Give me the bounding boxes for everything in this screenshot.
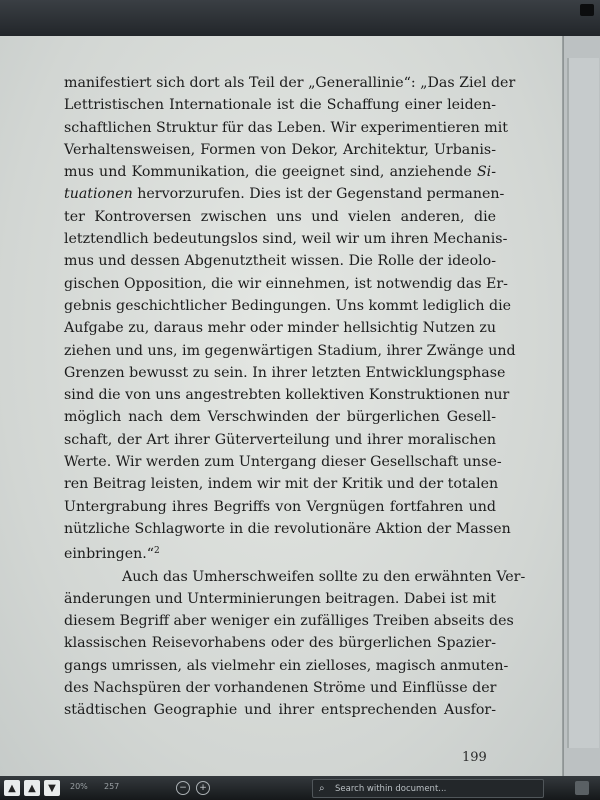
text-line: Auch das Umherschweifen sollte zu den erwähnten Ver-	[122, 568, 526, 585]
text-line: Grenzen bewusst zu sein. In ihrer letzten Entwicklungsphase	[64, 364, 506, 381]
window-corner-button[interactable]	[580, 4, 594, 16]
text-line: Aufgabe zu, daraus mehr oder minder hellsichtig Nutzen zu	[64, 320, 496, 337]
text-line: ren Beitrag leisten, indem wir mit der Kritik und der totalen	[64, 476, 499, 493]
next-page-button[interactable]	[44, 780, 60, 796]
text-line	[64, 161, 496, 183]
page-field[interactable]: 257	[104, 782, 120, 791]
text-line: klassischen Reisevorhabens oder des bürgerlichen Spazier-	[64, 635, 496, 652]
text-line: Werte. Wir werden zum Untergang dieser Gesellschaft unse-	[64, 454, 502, 471]
previous-page-button[interactable]	[24, 780, 40, 796]
italic-term: tuationen	[64, 186, 133, 203]
text-line: städtischen Geographie und ihrer entsprechenden Ausfor-	[64, 702, 496, 719]
text-line: möglich nach dem Verschwinden der bürgerlichen Gesell-	[64, 409, 496, 426]
text-line: schaftlichen Struktur für das Leben. Wir experimentieren mit	[64, 119, 509, 136]
zoom-in-button[interactable]	[196, 781, 210, 795]
text-line: ziehen und uns, im gegenwärtigen Stadium, ihrer Zwänge und	[64, 342, 516, 359]
text-line: gischen Opposition, die wir einnehmen, ist notwendig das Er-	[64, 275, 508, 292]
search-input[interactable]	[331, 784, 543, 794]
book-text	[64, 72, 526, 722]
text-line: Untergrabung ihres Begriffs von Vergnügen fortfahren und	[64, 498, 496, 515]
page-number: 199	[462, 750, 487, 765]
search-box[interactable]	[312, 779, 544, 798]
text-line: gangs umrissen, als vielmehr ein zielloses, magisch anmuten-	[64, 657, 509, 674]
first-page-button[interactable]	[4, 780, 20, 796]
text-line: sind die von uns angestrebten kollektiven Konstruktionen nur	[64, 387, 510, 404]
toolbar-menu-button[interactable]	[575, 781, 589, 795]
text-line: schaft, der Art ihrer Güterverteilung und ihrer moralischen	[64, 431, 496, 448]
text-line: ter Kontroversen zwischen uns und vielen anderen, die	[64, 208, 496, 225]
text-line	[64, 183, 505, 205]
bottom-toolbar	[0, 776, 600, 800]
vertical-scrollbar[interactable]	[563, 36, 600, 776]
down-arrow-icon: ▼	[48, 782, 56, 794]
minus-icon: −	[179, 783, 187, 793]
search-icon: ⌕	[319, 783, 325, 794]
text-line: letztendlich bedeutungslos sind, weil wir um ihren Mechanis-	[64, 231, 508, 248]
up-arrow-icon: ▲	[8, 782, 16, 794]
text-line: Lettristischen Internationale ist die Schaffung einer leiden-	[64, 97, 496, 114]
footnote-reference[interactable]: 2	[154, 546, 160, 557]
document-page	[0, 36, 563, 776]
text-line: des Nachspüren der vorhandenen Ströme und Einflüsse der	[64, 680, 497, 697]
window-top-bar	[0, 0, 600, 36]
text-line-part: einbringen.“	[64, 546, 154, 563]
text-line-part: hervorzurufen. Dies ist der Gegenstand permanen-	[137, 186, 505, 203]
text-line: gebnis geschichtlicher Bedingungen. Uns kommt lediglich die	[64, 297, 512, 314]
scrollbar-thumb[interactable]	[567, 58, 599, 748]
text-line: Verhaltensweisen, Formen von Dekor, Architektur, Urbanis-	[64, 141, 496, 158]
zoom-out-button[interactable]	[176, 781, 190, 795]
italic-term: Si-	[476, 164, 496, 181]
zoom-value[interactable]: 20%	[70, 782, 88, 791]
plus-icon: +	[199, 783, 207, 793]
text-line: mus und dessen Abgenutztheit wissen. Die Rolle der ideolo-	[64, 253, 496, 270]
up-arrow-icon: ▲	[28, 782, 36, 794]
text-line: diesem Begriff aber weniger ein zufälliges Treiben abseits des	[64, 613, 514, 630]
text-line-part: mus und Kommunikation, die geeignet sind, anziehende	[64, 164, 472, 181]
text-line	[64, 540, 496, 565]
text-line: änderungen und Unterminierungen beitragen. Dabei ist mit	[64, 590, 497, 607]
text-line: manifestiert sich dort als Teil der „Generallinie“: „Das Ziel der	[64, 75, 516, 91]
text-line: nützliche Schlagworte in die revolutionäre Aktion der Massen	[64, 520, 511, 537]
